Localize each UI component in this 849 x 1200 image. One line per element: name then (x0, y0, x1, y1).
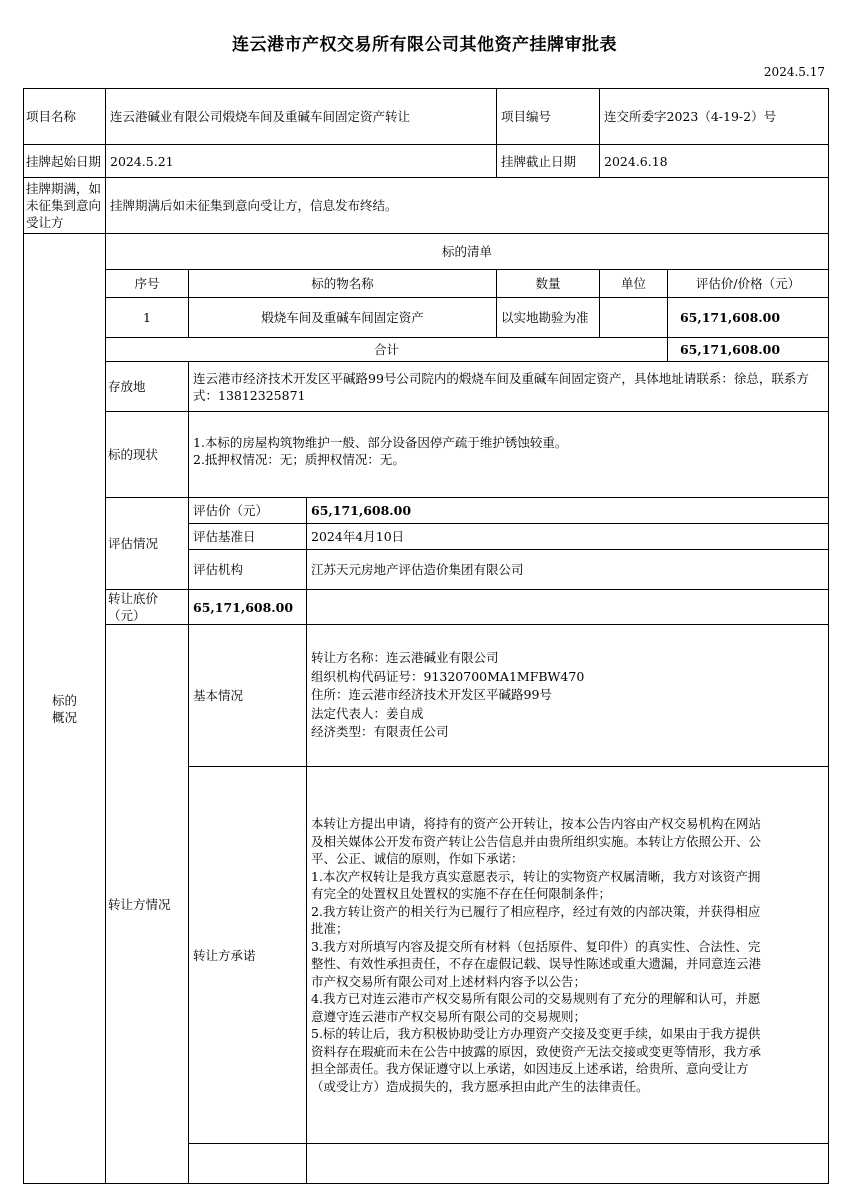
transferor-basic-row (24, 625, 829, 767)
header-index: 序号 (106, 270, 189, 298)
reserve-value: 65,171,608.00 (189, 590, 307, 625)
eval-date-label: 评估基准日 (189, 524, 307, 550)
reserve-blank (307, 590, 829, 625)
transferor-basic-label: 基本情况 (189, 625, 307, 767)
promise-line-1: 本转让方提出申请，将持有的资产公开转让，按本公告内容由产权交易机构在网站 (311, 816, 762, 831)
location-value: 连云港市经济技术开发区平碱路99号公司院内的煅烧车间及重碱车间固定资产，具体地址请联系：徐总，联系方式：13812325871 (189, 362, 829, 412)
transferor-promise-value (307, 767, 829, 1144)
promise-line-2: 及相关媒体公开发布资产转让公告信息并由贵所组织实施。本转让方依照公开、公 (311, 833, 762, 849)
document-date: 2024.5.17 (763, 65, 825, 79)
promise-line-15: 担全部责任。我方保证遵守以上承诺，如因违反上述承诺，给贵所、意向受让方 (311, 1061, 749, 1076)
listing-expiry-row (24, 178, 829, 234)
reserve-label: 转让底价（元） (106, 590, 189, 625)
header-unit: 单位 (600, 270, 668, 298)
promise-line-3: 平、公正、诚信的原则，作如下承诺： (311, 851, 524, 866)
eval-price-value: 65,171,608.00 (307, 498, 829, 524)
listing-start-label: 挂牌起始日期 (24, 145, 106, 178)
location-label: 存放地 (106, 362, 189, 412)
listing-start-value: 2024.5.21 (106, 145, 497, 178)
basic-line-4: 法定代表人：姜自成 (311, 705, 424, 721)
row-qty: 以实地勘验为准 (497, 298, 600, 338)
transferor-section-label: 转让方情况 (106, 625, 189, 1184)
overview-side-label-line2: 概况 (51, 709, 77, 725)
basic-line-2: 组织机构代码证号：91320700MA1MFBW470 (311, 668, 585, 684)
overview-side-label (24, 234, 106, 1184)
document-title: 连云港市产权交易所有限公司其他资产挂牌审批表 (232, 35, 617, 55)
promise-line-4: 1.本次产权转让是我方真实意愿表示，转让的实物资产权属清晰，我方对该资产拥 (311, 868, 761, 884)
status-row (24, 412, 829, 498)
project-name-label: 项目名称 (24, 89, 106, 145)
promise-line-8: 3.我方对所填写内容及提交所有材料（包括原件、复印件）的真实性、合法性、完 (311, 938, 761, 954)
basic-line-3: 住所：连云港市经济技术开发区平碱路99号 (311, 687, 552, 703)
project-name-value: 连云港碱业有限公司煅烧车间及重碱车间固定资产转让 (106, 89, 497, 145)
total-value: 65,171,608.00 (668, 338, 829, 362)
promise-line-11: 4.我方已对连云港市产权交易所有限公司的交易规则有了充分的理解和认可，并愿 (311, 991, 761, 1006)
reserve-row (24, 590, 829, 625)
transferor-basic-value (307, 625, 829, 767)
eval-org-value: 江苏天元房地产评估造价集团有限公司 (307, 550, 829, 590)
listing-expiry-text: 挂牌期满后如未征集到意向受让方，信息发布终结。 (106, 178, 829, 234)
listing-end-label: 挂牌截止日期 (497, 145, 600, 178)
basic-line-5: 经济类型：有限责任公司 (311, 724, 449, 740)
location-row (24, 362, 829, 412)
listing-dates-row (24, 145, 829, 178)
status-line-1: 1.本标的房屋构筑物维护一般、部分设备因停产疏于维护锈蚀较重。 (193, 435, 568, 450)
row-price: 65,171,608.00 (668, 298, 829, 338)
basic-line-1: 转让方名称：连云港碱业有限公司 (311, 650, 499, 666)
project-code-label: 项目编号 (497, 89, 600, 145)
row-unit (600, 298, 668, 338)
eval-label: 评估情况 (106, 498, 189, 590)
promise-line-13: 5.标的转让后，我方积极协助受让方办理资产交接及变更手续，如果由于我方提供 (311, 1026, 761, 1041)
row-name: 煅烧车间及重碱车间固定资产 (189, 298, 497, 338)
status-line-2: 2.抵押权情况：无；质押权情况：无。 (193, 452, 405, 467)
status-value (189, 412, 829, 498)
continuation-label (189, 1144, 307, 1184)
listing-end-value: 2024.6.18 (600, 145, 829, 178)
row-index: 1 (106, 298, 189, 338)
promise-line-6: 2.我方转让资产的相关行为已履行了相应程序，经过有效的内部决策，并获得相应 (311, 903, 761, 919)
total-label: 合计 (106, 338, 668, 362)
list-data-row (24, 298, 829, 338)
promise-line-12: 意遵守连云港市产权交易所有限公司的交易规则； (311, 1008, 587, 1024)
status-label: 标的现状 (106, 412, 189, 498)
header-qty: 数量 (497, 270, 600, 298)
header-price: 评估价/价格（元） (668, 270, 829, 298)
project-code-value: 连交所委字2023（4-19-2）号 (600, 89, 829, 145)
promise-line-14: 资料存在瑕疵而未在公告中披露的原因，致使资产无法交接或变更等情形，我方承 (311, 1043, 762, 1059)
eval-date-value: 2024年4月10日 (307, 524, 829, 550)
listing-expiry-label: 挂牌期满，如未征集到意向受让方 (24, 178, 106, 234)
promise-line-10: 市产权交易所有限公司对上述材料内容予以公告； (311, 973, 587, 989)
promise-line-16: （或受让方）造成损失的，我方愿承担由此产生的法律责任。 (311, 1078, 649, 1094)
continuation-value (307, 1144, 829, 1184)
overview-side-label-line1: 标的 (51, 692, 77, 708)
list-title-row (24, 234, 829, 270)
promise-line-5: 有完全的处置权且处置权的实施不存在任何限制条件； (311, 886, 612, 901)
eval-price-row (24, 498, 829, 524)
header-name: 标的物名称 (189, 270, 497, 298)
list-total-row (24, 338, 829, 362)
list-header-row (24, 270, 829, 298)
promise-line-9: 整性、有效性承担责任，不存在虚假记载、误导性陈述或重大遗漏，并同意连云港 (311, 956, 762, 971)
approval-form-table (23, 88, 829, 1184)
transferor-promise-label: 转让方承诺 (189, 767, 307, 1144)
project-name-row (24, 89, 829, 145)
eval-price-label: 评估价（元） (189, 498, 307, 524)
promise-line-7: 批准； (311, 921, 349, 936)
list-title: 标的清单 (106, 234, 829, 270)
eval-org-label: 评估机构 (189, 550, 307, 590)
